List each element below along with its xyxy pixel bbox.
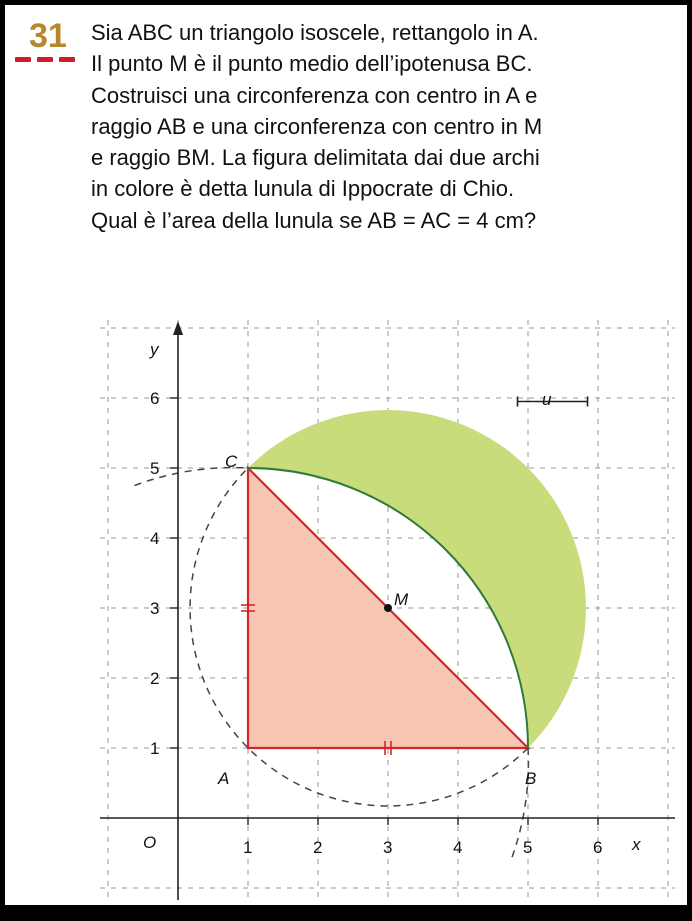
x-axis-ticks	[243, 818, 602, 857]
x-tick-label: 1	[243, 838, 253, 857]
text-line-2: Il punto M è il punto medio dell’ipotenusa BC.	[91, 51, 533, 77]
text-line-3: Costruisci una circonferenza con centro in A e	[91, 82, 538, 108]
x-tick-label: 2	[313, 838, 323, 857]
y-tick-label: 2	[150, 669, 160, 688]
y-axis-label: y	[150, 340, 159, 359]
text-line-7: Qual è l’area della lunula se AB = AC = 4 cm?	[91, 207, 537, 233]
bottom-bar	[0, 905, 692, 921]
lunula-figure	[5, 5, 687, 905]
x-tick-label: 5	[523, 838, 533, 857]
page	[5, 5, 687, 905]
y-tick-label: 6	[150, 389, 160, 408]
exercise-number: 31	[29, 17, 67, 55]
origin-label: O	[143, 833, 157, 852]
y-tick-label: 5	[150, 459, 160, 478]
unit-label: u	[542, 390, 552, 409]
x-tick-label: 4	[453, 838, 463, 857]
x-tick-label: 6	[593, 838, 603, 857]
point-a-label: A	[218, 769, 230, 788]
point-b-label: B	[525, 769, 537, 788]
text-line-5: e raggio BM. La figura delimitata dai due archi	[91, 145, 540, 171]
y-tick-label: 4	[150, 529, 160, 548]
point-c-label: C	[225, 452, 238, 471]
y-tick-label: 3	[150, 599, 160, 618]
y-tick-label: 1	[150, 739, 160, 758]
text-line-1: Sia ABC un triangolo isoscele, rettangolo in A.	[91, 20, 539, 45]
x-tick-label: 3	[383, 838, 393, 857]
y-axis-ticks	[150, 389, 178, 758]
point-m-label: M	[394, 590, 409, 609]
x-axis-label: x	[632, 835, 641, 854]
point-m-dot	[384, 604, 392, 612]
text-line-6: in colore è detta lunula di Ippocrate di Chio.	[91, 176, 515, 202]
text-line-4: raggio AB e una circonferenza con centro in M	[91, 113, 543, 139]
